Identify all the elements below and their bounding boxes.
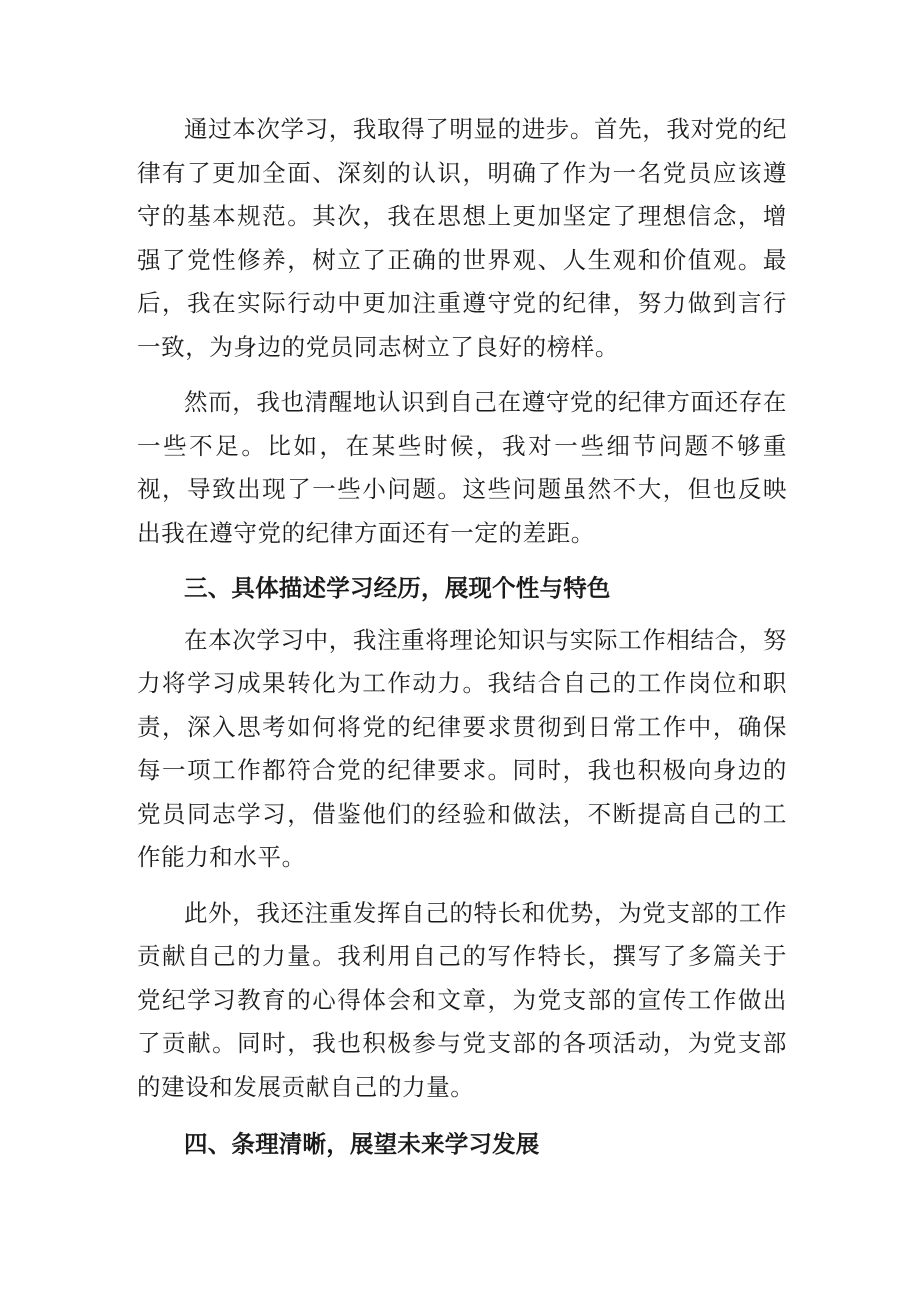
paragraph-study-experience: 在本次学习中，我注重将理论知识与实际工作相结合，努力将学习成果转化为工作动力。我结合自己的工作岗位和职责，深入思考如何将党的纪律要求贯彻到日常工作中，确保每一项工作都符合党的纪律要求。同时，我也积极向身边的党员同志学习，借鉴他们的经验和做法，不断提高自己的工作能力和水平。 (137, 625, 787, 871)
section-heading-4: 四、条理清晰，展望未来学习发展 (184, 1130, 540, 1158)
document-page (137, 108, 787, 1175)
paragraph-progress: 通过本次学习，我取得了明显的进步。首先，我对党的纪律有了更加全面、深刻的认识，明确了作为一名党员应该遵守的基本规范。其次，我在思想上更加坚定了理想信念，增强了党性修养，树立了正确的世界观、人生观和价值观。最后，我在实际行动中更加注重遵守党的纪律，努力做到言行一致，为身边的党员同志树立了良好的榜样。 (137, 115, 787, 361)
paragraph-shortcomings: 然而，我也清醒地认识到自己在遵守党的纪律方面还存在一些不足。比如，在某些时候，我对一些细节问题不够重视，导致出现了一些小问题。这些问题虽然不大，但也反映出我在遵守党的纪律方面还有一定的差距。 (137, 388, 787, 547)
section-heading-3: 三、具体描述学习经历，展现个性与特色 (184, 574, 611, 602)
paragraph-strengths: 此外，我还注重发挥自己的特长和优势，为党支部的工作贡献自己的力量。我利用自己的写作特长，撰写了多篇关于党纪学习教育的心得体会和文章，为党支部的宣传工作做出了贡献。同时，我也积极参与党支部的各项活动，为党支部的建设和发展贡献自己的力量。 (137, 898, 787, 1101)
